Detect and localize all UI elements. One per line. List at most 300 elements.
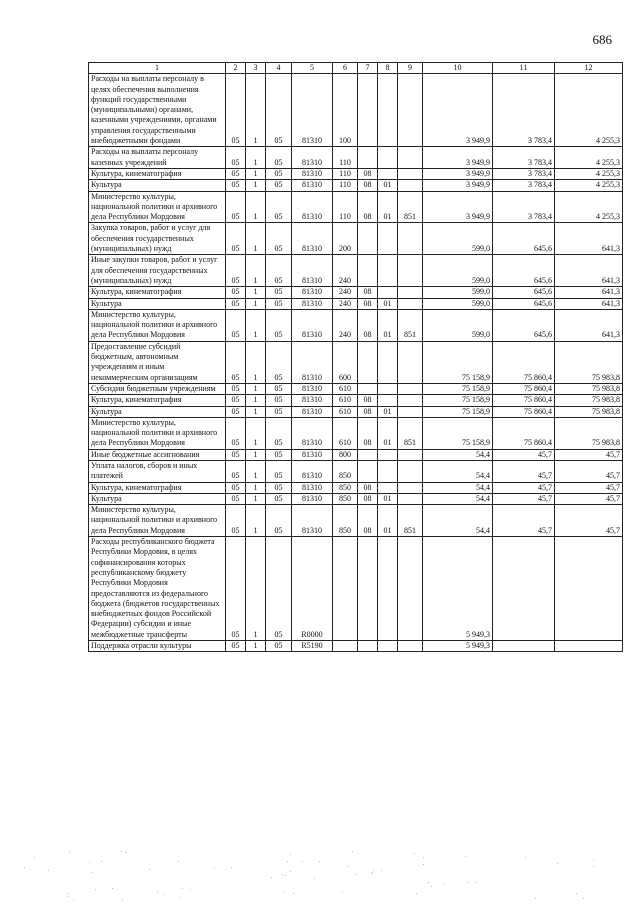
amount-cell: 3 949,9 — [423, 74, 493, 147]
amount-cell: 75 983,8 — [555, 383, 623, 394]
column-header: 7 — [358, 63, 378, 74]
row-name-cell: Министерство культуры, национальной политики и архивного дела Республики Мордовия — [89, 191, 226, 223]
code-cell: 1 — [246, 341, 266, 383]
code-cell: 1 — [246, 406, 266, 417]
code-cell: 100 — [333, 74, 358, 147]
amount-cell: 3 783,4 — [493, 74, 555, 147]
scan-speck — [373, 870, 374, 871]
amount-cell: 75 983,8 — [555, 417, 623, 449]
amount-cell: 45,7 — [555, 505, 623, 537]
code-cell: 200 — [333, 223, 358, 255]
row-name-cell: Культура — [89, 493, 226, 504]
scan-speck — [423, 857, 424, 858]
column-header: 12 — [555, 63, 623, 74]
scan-speck — [293, 893, 294, 894]
scan-speck — [283, 891, 284, 892]
code-cell — [398, 493, 423, 504]
scan-speck — [67, 893, 68, 894]
amount-cell: 75 158,9 — [423, 383, 493, 394]
scan-speck — [282, 874, 283, 875]
table-row — [89, 449, 623, 460]
row-name-cell: Министерство культуры, национальной политики и архивного дела Республики Мордовия — [89, 505, 226, 537]
amount-cell: 4 255,3 — [555, 74, 623, 147]
amount-cell: 641,3 — [555, 255, 623, 287]
scan-speck — [180, 897, 181, 898]
scan-speck — [290, 871, 291, 872]
code-cell: 05 — [226, 537, 246, 641]
column-header: 3 — [246, 63, 266, 74]
scan-speck — [428, 882, 429, 883]
amount-cell: 4 255,3 — [555, 191, 623, 223]
amount-cell: 645,6 — [493, 309, 555, 341]
code-cell: 1 — [246, 460, 266, 482]
scan-speck — [163, 894, 164, 895]
column-header: 8 — [378, 63, 398, 74]
row-name-cell: Культура — [89, 298, 226, 309]
table-row — [89, 168, 623, 179]
table-row — [89, 180, 623, 191]
code-cell: 110 — [333, 180, 358, 191]
code-cell — [358, 255, 378, 287]
scan-speck — [112, 888, 113, 889]
code-cell: 1 — [246, 493, 266, 504]
code-cell: 1 — [246, 417, 266, 449]
row-name-cell: Министерство культуры, национальной политики и архивного дела Республики Мордовия — [89, 309, 226, 341]
amount-cell: 645,6 — [493, 255, 555, 287]
code-cell: 240 — [333, 255, 358, 287]
amount-cell: 45,7 — [555, 460, 623, 482]
code-cell: 05 — [226, 223, 246, 255]
code-cell: 81310 — [292, 383, 333, 394]
row-name-cell: Расходы на выплаты персоналу казенных учреждений — [89, 147, 226, 169]
code-cell: 81310 — [292, 406, 333, 417]
row-name-cell: Поддержка отрасли культуры — [89, 641, 226, 652]
scan-speck — [122, 899, 123, 900]
code-cell: 81310 — [292, 168, 333, 179]
code-cell: 1 — [246, 309, 266, 341]
code-cell — [358, 383, 378, 394]
code-cell: 1 — [246, 287, 266, 298]
amount-cell: 45,7 — [493, 460, 555, 482]
amount-cell: 641,3 — [555, 287, 623, 298]
amount-cell: 3 783,4 — [493, 180, 555, 191]
code-cell: 05 — [266, 147, 292, 169]
scan-speck — [231, 867, 232, 868]
code-cell: 01 — [378, 493, 398, 504]
scan-speck — [525, 857, 526, 858]
table-row — [89, 341, 623, 383]
amount-cell: 599,0 — [423, 298, 493, 309]
code-cell — [398, 449, 423, 460]
amount-cell: 45,7 — [555, 449, 623, 460]
code-cell: 81310 — [292, 417, 333, 449]
code-cell: 81310 — [292, 298, 333, 309]
code-cell: 08 — [358, 482, 378, 493]
code-cell: 850 — [333, 493, 358, 504]
code-cell — [378, 641, 398, 652]
amount-cell: 4 255,3 — [555, 168, 623, 179]
table-row — [89, 460, 623, 482]
code-cell: 1 — [246, 298, 266, 309]
table-row — [89, 482, 623, 493]
scan-speck — [182, 888, 183, 889]
amount-cell: 54,4 — [423, 505, 493, 537]
code-cell: 110 — [333, 147, 358, 169]
code-cell: 01 — [378, 180, 398, 191]
budget-table — [88, 62, 623, 652]
code-cell: 05 — [266, 493, 292, 504]
code-cell: 05 — [226, 298, 246, 309]
row-name-cell: Иные бюджетные ассигнования — [89, 449, 226, 460]
code-cell: 05 — [226, 168, 246, 179]
code-cell: 05 — [266, 417, 292, 449]
code-cell: 1 — [246, 641, 266, 652]
column-header: 9 — [398, 63, 423, 74]
code-cell — [358, 74, 378, 147]
amount-cell: 75 158,9 — [423, 406, 493, 417]
code-cell: 05 — [266, 449, 292, 460]
code-cell: 81310 — [292, 74, 333, 147]
code-cell: 05 — [226, 287, 246, 298]
code-cell: 81310 — [292, 255, 333, 287]
amount-cell: 75 860,4 — [493, 417, 555, 449]
code-cell: 05 — [226, 460, 246, 482]
code-cell — [398, 395, 423, 406]
code-cell — [398, 168, 423, 179]
code-cell: 05 — [266, 341, 292, 383]
amount-cell — [555, 641, 623, 652]
row-name-cell: Закупка товаров, работ и услуг для обеспечения государственных (муниципальных) нужд — [89, 223, 226, 255]
code-cell: R5190 — [292, 641, 333, 652]
code-cell — [398, 255, 423, 287]
amount-cell: 599,0 — [423, 287, 493, 298]
code-cell: 05 — [266, 406, 292, 417]
code-cell: 05 — [226, 417, 246, 449]
scan-speck — [73, 899, 74, 900]
code-cell: R0000 — [292, 537, 333, 641]
code-cell: 08 — [358, 417, 378, 449]
amount-cell: 45,7 — [493, 493, 555, 504]
row-name-cell: Уплата налогов, сборов и иных платежей — [89, 460, 226, 482]
code-cell — [378, 537, 398, 641]
code-cell: 240 — [333, 298, 358, 309]
code-cell: 05 — [266, 383, 292, 394]
code-cell — [398, 341, 423, 383]
code-cell: 05 — [226, 74, 246, 147]
code-cell: 1 — [246, 482, 266, 493]
code-cell — [398, 482, 423, 493]
amount-cell: 54,4 — [423, 493, 493, 504]
code-cell — [378, 460, 398, 482]
code-cell — [398, 298, 423, 309]
code-cell — [398, 406, 423, 417]
amount-cell: 54,4 — [423, 460, 493, 482]
code-cell: 851 — [398, 309, 423, 341]
code-cell — [398, 74, 423, 147]
table-row — [89, 309, 623, 341]
code-cell — [378, 168, 398, 179]
column-header: 5 — [292, 63, 333, 74]
code-cell — [358, 537, 378, 641]
code-cell: 81310 — [292, 482, 333, 493]
code-cell: 05 — [226, 255, 246, 287]
table-row — [89, 255, 623, 287]
amount-cell: 3 949,9 — [423, 191, 493, 223]
code-cell: 610 — [333, 383, 358, 394]
scan-speck — [444, 884, 445, 885]
code-cell: 05 — [226, 191, 246, 223]
amount-cell: 5 949,3 — [423, 641, 493, 652]
code-cell: 08 — [358, 168, 378, 179]
scan-speck — [34, 857, 35, 858]
scan-speck — [414, 853, 415, 854]
scan-speck — [24, 867, 25, 868]
code-cell: 05 — [226, 505, 246, 537]
code-cell: 05 — [266, 395, 292, 406]
amount-cell — [493, 641, 555, 652]
table-row — [89, 406, 623, 417]
code-cell: 240 — [333, 309, 358, 341]
scan-speck — [157, 891, 158, 892]
table-row — [89, 298, 623, 309]
code-cell: 1 — [246, 168, 266, 179]
code-cell: 1 — [246, 180, 266, 191]
table-row — [89, 395, 623, 406]
code-cell: 08 — [358, 309, 378, 341]
amount-cell: 54,4 — [423, 449, 493, 460]
table-row — [89, 417, 623, 449]
amount-cell: 3 783,4 — [493, 191, 555, 223]
amount-cell: 75 983,8 — [555, 341, 623, 383]
table-row — [89, 191, 623, 223]
row-name-cell: Субсидии бюджетным учреждениям — [89, 383, 226, 394]
code-cell — [398, 460, 423, 482]
code-cell: 81310 — [292, 341, 333, 383]
scan-speck — [290, 854, 291, 855]
amount-cell: 599,0 — [423, 255, 493, 287]
code-cell: 1 — [246, 147, 266, 169]
row-name-cell: Расходы республиканского бюджета Республики Мордовия, в целях софинансирования которых республиканскому бюджету Республики Мордовия предоставляются из федерального бюджета (бюджетов государственных внебюджетных фондов Российской Федерации) субсидии и иные межбюджетные трансферты — [89, 537, 226, 641]
scan-speck — [101, 861, 102, 862]
code-cell: 05 — [226, 449, 246, 460]
row-name-cell: Министерство культуры, национальной политики и архивного дела Республики Мордовия — [89, 417, 226, 449]
code-cell — [378, 383, 398, 394]
scan-speck — [468, 882, 469, 883]
code-cell: 81310 — [292, 287, 333, 298]
code-cell: 81310 — [292, 449, 333, 460]
row-name-cell: Культура, кинематография — [89, 287, 226, 298]
table-row — [89, 147, 623, 169]
amount-cell: 3 783,4 — [493, 147, 555, 169]
code-cell — [398, 641, 423, 652]
scan-speck — [352, 851, 353, 852]
scan-speck — [302, 861, 303, 862]
code-cell: 01 — [378, 309, 398, 341]
table-row — [89, 493, 623, 504]
code-cell: 05 — [226, 341, 246, 383]
column-header: 2 — [226, 63, 246, 74]
code-cell: 05 — [266, 223, 292, 255]
table-row — [89, 505, 623, 537]
code-cell: 05 — [266, 287, 292, 298]
code-cell: 81310 — [292, 309, 333, 341]
code-cell: 05 — [266, 298, 292, 309]
code-cell: 05 — [266, 180, 292, 191]
amount-cell: 75 158,9 — [423, 417, 493, 449]
amount-cell: 3 783,4 — [493, 168, 555, 179]
code-cell: 81310 — [292, 223, 333, 255]
code-cell: 1 — [246, 383, 266, 394]
scan-speck — [431, 886, 432, 887]
code-cell — [358, 460, 378, 482]
code-cell: 05 — [266, 482, 292, 493]
table-row — [89, 223, 623, 255]
code-cell: 05 — [226, 482, 246, 493]
code-cell: 1 — [246, 74, 266, 147]
code-cell: 110 — [333, 168, 358, 179]
amount-cell: 645,6 — [493, 287, 555, 298]
code-cell — [358, 449, 378, 460]
amount-cell: 75 983,8 — [555, 406, 623, 417]
row-name-cell: Культура, кинематография — [89, 482, 226, 493]
code-cell — [358, 641, 378, 652]
code-cell: 1 — [246, 255, 266, 287]
scan-speck — [149, 869, 150, 870]
scan-speck — [535, 898, 536, 899]
column-header: 11 — [493, 63, 555, 74]
amount-cell: 45,7 — [493, 482, 555, 493]
scan-speck — [69, 851, 70, 852]
amount-cell: 3 949,9 — [423, 180, 493, 191]
code-cell: 08 — [358, 406, 378, 417]
scan-speck — [89, 862, 90, 863]
column-header: 1 — [89, 63, 226, 74]
code-cell — [398, 383, 423, 394]
column-header: 10 — [423, 63, 493, 74]
scan-speck — [423, 864, 424, 865]
code-cell — [398, 180, 423, 191]
code-cell: 05 — [226, 641, 246, 652]
code-cell: 08 — [358, 180, 378, 191]
amount-cell: 4 255,3 — [555, 180, 623, 191]
code-cell — [398, 537, 423, 641]
scan-speck — [593, 859, 594, 860]
amount-cell — [493, 537, 555, 641]
amount-cell: 75 860,4 — [493, 383, 555, 394]
code-cell — [333, 537, 358, 641]
code-cell: 05 — [226, 395, 246, 406]
code-cell: 1 — [246, 505, 266, 537]
amount-cell: 45,7 — [555, 493, 623, 504]
code-cell — [398, 147, 423, 169]
scan-speck — [576, 893, 577, 894]
code-cell: 08 — [358, 493, 378, 504]
scan-speck — [416, 893, 417, 894]
code-cell — [358, 147, 378, 169]
scan-speck — [67, 896, 68, 897]
column-header: 6 — [333, 63, 358, 74]
amount-cell: 45,7 — [555, 482, 623, 493]
code-cell: 610 — [333, 417, 358, 449]
scan-speck — [348, 866, 349, 867]
code-cell — [378, 74, 398, 147]
table-row — [89, 537, 623, 641]
scan-speck — [121, 851, 122, 852]
amount-cell: 75 158,9 — [423, 341, 493, 383]
code-cell — [358, 223, 378, 255]
page-number: 686 — [592, 32, 612, 47]
code-cell: 1 — [246, 395, 266, 406]
amount-cell: 75 860,4 — [493, 395, 555, 406]
code-cell: 81310 — [292, 505, 333, 537]
row-name-cell: Культура, кинематография — [89, 395, 226, 406]
code-cell: 610 — [333, 406, 358, 417]
code-cell: 01 — [378, 191, 398, 223]
code-cell: 08 — [358, 191, 378, 223]
code-cell — [398, 287, 423, 298]
code-cell: 800 — [333, 449, 358, 460]
code-cell: 01 — [378, 417, 398, 449]
code-cell: 08 — [358, 395, 378, 406]
code-cell — [358, 341, 378, 383]
table-row — [89, 74, 623, 147]
amount-cell: 641,3 — [555, 223, 623, 255]
code-cell: 81310 — [292, 191, 333, 223]
amount-cell: 641,3 — [555, 309, 623, 341]
scan-speck — [319, 861, 320, 862]
code-cell: 01 — [378, 298, 398, 309]
amount-cell: 3 949,9 — [423, 147, 493, 169]
scan-speck — [48, 870, 49, 871]
code-cell: 851 — [398, 191, 423, 223]
row-name-cell: Иные закупки товаров, работ и услуг для обеспечения государственных (муниципальных) нужд — [89, 255, 226, 287]
table-row — [89, 641, 623, 652]
code-cell — [333, 641, 358, 652]
code-cell: 850 — [333, 505, 358, 537]
code-cell: 05 — [226, 180, 246, 191]
code-cell: 01 — [378, 505, 398, 537]
code-cell: 05 — [266, 255, 292, 287]
code-cell: 81310 — [292, 395, 333, 406]
column-header: 4 — [266, 63, 292, 74]
code-cell: 05 — [266, 309, 292, 341]
amount-cell: 75 983,8 — [555, 395, 623, 406]
scan-speck — [381, 870, 382, 871]
code-cell: 05 — [266, 641, 292, 652]
table-row — [89, 383, 623, 394]
code-cell: 610 — [333, 395, 358, 406]
scan-speck — [356, 874, 357, 875]
amount-cell: 641,3 — [555, 298, 623, 309]
code-cell — [378, 287, 398, 298]
amount-cell: 75 860,4 — [493, 341, 555, 383]
code-cell — [378, 395, 398, 406]
amount-cell: 645,6 — [493, 223, 555, 255]
amount-cell: 645,6 — [493, 298, 555, 309]
scan-speck — [593, 866, 594, 867]
code-cell — [378, 341, 398, 383]
scan-speck — [271, 877, 272, 878]
code-cell: 08 — [358, 287, 378, 298]
table-header-row — [89, 63, 623, 74]
scan-speck — [95, 889, 96, 890]
amount-cell: 4 255,3 — [555, 147, 623, 169]
code-cell: 81310 — [292, 147, 333, 169]
row-name-cell: Расходы на выплаты персоналу в целях обеспечения выполнения функций государственными (муниципальными) органами, казенными учреждениями, органами управления государственными внебюджетными фондами — [89, 74, 226, 147]
code-cell — [378, 449, 398, 460]
amount-cell: 45,7 — [493, 505, 555, 537]
code-cell: 05 — [266, 74, 292, 147]
